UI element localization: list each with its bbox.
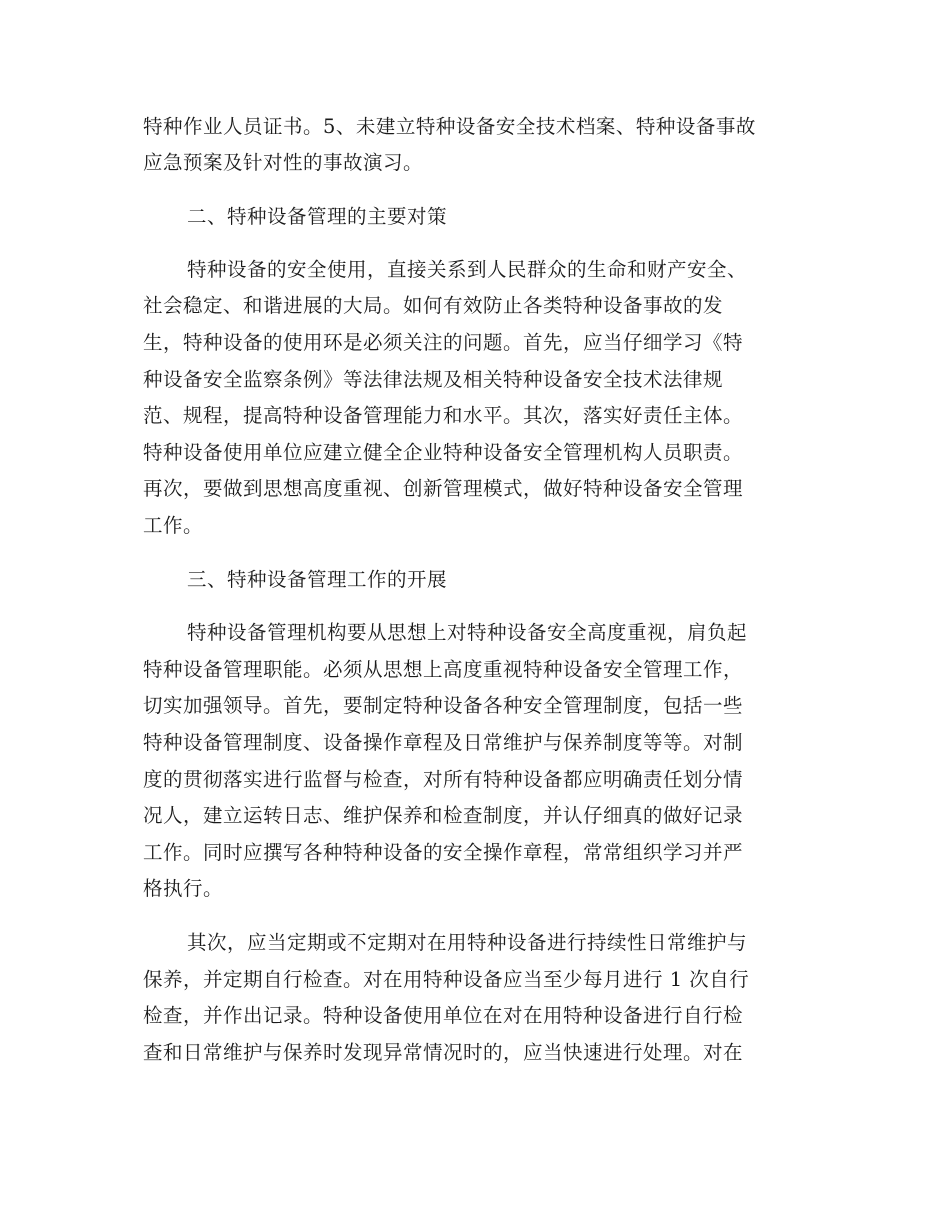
paragraph-line: 工作。同时应撰写各种特种设备的安全操作章程，常常组织学习并严 <box>143 841 744 864</box>
paragraph-line: 其次，应当定期或不定期对在用特种设备进行持续性日常维护与 <box>187 931 748 954</box>
paragraph-line: 保养，并定期自行检查。对在用特种设备应当至少每月进行 1 次自行 <box>143 968 750 991</box>
paragraph-line: 范、规程，提高特种设备管理能力和水平。其次，落实好责任主体。 <box>143 404 744 427</box>
paragraph-line: 特种设备使用单位应建立健全企业特种设备安全管理机构人员职责。 <box>143 441 744 464</box>
paragraph-line: 特种设备管理职能。必须从思想上高度重视特种设备安全管理工作， <box>143 658 744 681</box>
paragraph-line: 种设备安全监察条例》等法律法规及相关特种设备安全技术法律规 <box>143 368 724 391</box>
paragraph-line: 格执行。 <box>143 877 224 900</box>
paragraph-line: 度的贯彻落实进行监督与检查，对所有特种设备都应明确责任划分情 <box>143 768 744 791</box>
paragraph-line: 生，特种设备的使用环是必须关注的问题。首先，应当仔细学习《特 <box>143 331 744 354</box>
paragraph-line: 特种设备管理机构要从思想上对特种设备安全高度重视，肩负起 <box>187 621 748 644</box>
paragraph-line: 特种设备管理制度、设备操作章程及日常维护与保养制度等等。对制 <box>143 731 744 754</box>
paragraph-line: 工作。 <box>143 514 204 537</box>
paragraph-line: 特种作业人员证书。5、未建立特种设备安全技术档案、特种设备事故 <box>143 115 756 138</box>
paragraph-line: 切实加强领导。首先，要制定特种设备各种安全管理制度，包括一些 <box>143 694 744 717</box>
paragraph-line: 再次，要做到思想高度重视、创新管理模式，做好特种设备安全管理 <box>143 477 744 500</box>
paragraph-line: 应急预案及针对性的事故演习。 <box>143 151 424 174</box>
paragraph-line: 况人，建立运转日志、维护保养和检查制度，并认仔细真的做好记录 <box>143 804 744 827</box>
paragraph-line: 检查，并作出记录。特种设备使用单位在对在用特种设备进行自行检 <box>143 1004 744 1027</box>
section-heading: 三、特种设备管理工作的开展 <box>187 568 448 591</box>
section-heading: 二、特种设备管理的主要对策 <box>187 205 448 228</box>
paragraph-line: 特种设备的安全使用，直接关系到人民群众的生命和财产安全、 <box>187 258 748 281</box>
paragraph-line: 社会稳定、和谐进展的大局。如何有效防止各类特种设备事故的发 <box>143 294 724 317</box>
paragraph-line: 查和日常维护与保养时发现异常情况时的，应当快速进行处理。对在 <box>143 1041 744 1064</box>
